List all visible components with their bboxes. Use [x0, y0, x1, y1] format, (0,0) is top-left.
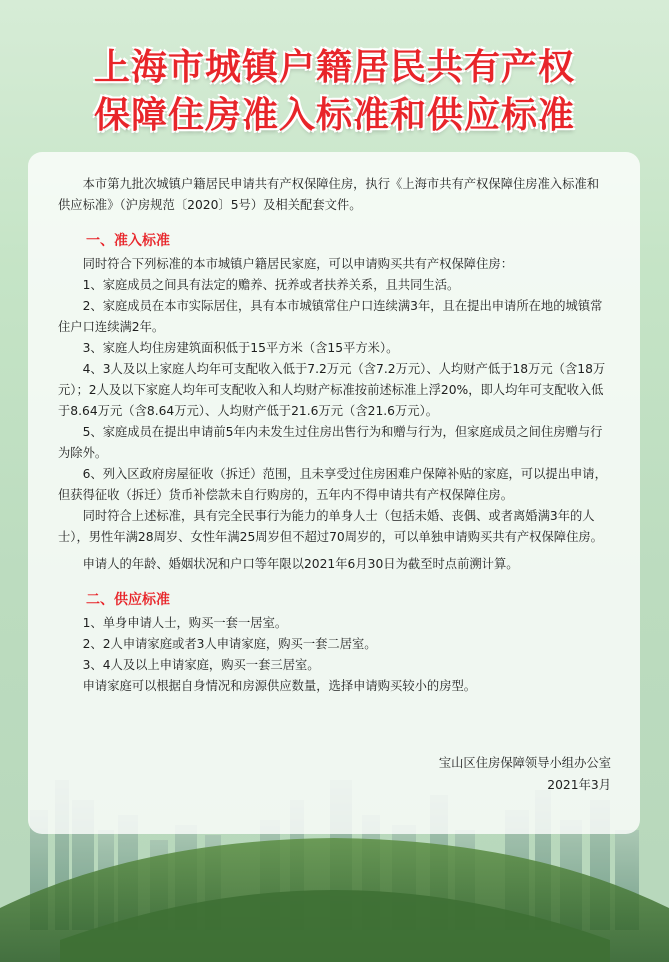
- section-1-heading: 一、准入标准: [86, 233, 170, 249]
- section-1-item: 3、家庭人均住房建筑面积低于15平方米（含15平方米）。: [82, 341, 399, 355]
- section-1-note: 申请人的年龄、婚姻状况和户口等年限以2021年6月30日为截至时点前溯计算。: [82, 557, 519, 571]
- section-2-item: 3、4人及以上申请家庭，购买一套三居室。: [82, 658, 320, 672]
- single-applicant-paragraph: 同时符合上述标准，具有完全民事行为能力的单身人士（包括未婚、丧偶、或者离婚满3年的人士），男性年满28周岁、女性年满25周岁但不超过70周岁的，可以单独申请购买共有产权保障住房。: [58, 509, 603, 544]
- title-line-2: 保障住房准入标准和供应标准: [93, 95, 575, 136]
- signature-block: [439, 752, 611, 796]
- section-2-heading: 二、供应标准: [86, 592, 170, 608]
- poster-title: [0, 44, 669, 140]
- document-body: [58, 174, 610, 697]
- section-2-item: 1、单身申请人士，购买一套一居室。: [82, 616, 288, 630]
- intro-paragraph: 本市第九批次城镇户籍居民申请共有产权保障住房，执行《上海市共有产权保障住房准入标准和供应标准》（沪房规范〔2020〕5号）及相关配套文件。: [58, 177, 600, 212]
- section-1-item: 6、列入区政府房屋征收（拆迁）范围，且未享受过住房困难户保障补贴的家庭，可以提出申请，但获得征收（拆迁）货币补偿款未自行购房的，五年内不得申请共有产权保障住房。: [58, 467, 607, 502]
- section-2-note: 申请家庭可以根据自身情况和房源供应数量，选择申请购买较小的房型。: [82, 679, 477, 693]
- issuing-organization: 宝山区住房保障领导小组办公室: [438, 756, 611, 770]
- title-line-1: 上海市城镇户籍居民共有产权: [93, 47, 575, 88]
- section-1-item: 5、家庭成员在提出申请前5年内未发生过住房出售行为和赠与行为，但家庭成员之间住房赠与行为除外。: [58, 425, 603, 460]
- section-1-item: 4、3人及以上家庭人均年可支配收入低于7.2万元（含7.2万元）、人均财产低于18万元（含18万元）；2人及以下家庭人均年可支配收入和人均财产标准按前述标准上浮20%，即人均年可支配收入低于8.64万元（含8.64万元）、人均财产低于21.6万元（含21.6万元）。: [58, 362, 606, 418]
- section-1-lead: 同时符合下列标准的本市城镇户籍居民家庭，可以申请购买共有产权保障住房：: [82, 257, 513, 271]
- section-1-item: 2、家庭成员在本市实际居住，具有本市城镇常住户口连续满3年，且在提出申请所在地的城镇常住户口连续满2年。: [58, 299, 603, 334]
- issue-date: 2021年3月: [547, 778, 611, 792]
- section-2-item: 2、2人申请家庭或者3人申请家庭，购买一套二居室。: [82, 637, 377, 651]
- section-1-item: 1、家庭成员之间具有法定的赡养、抚养或者扶养关系，且共同生活。: [82, 278, 460, 292]
